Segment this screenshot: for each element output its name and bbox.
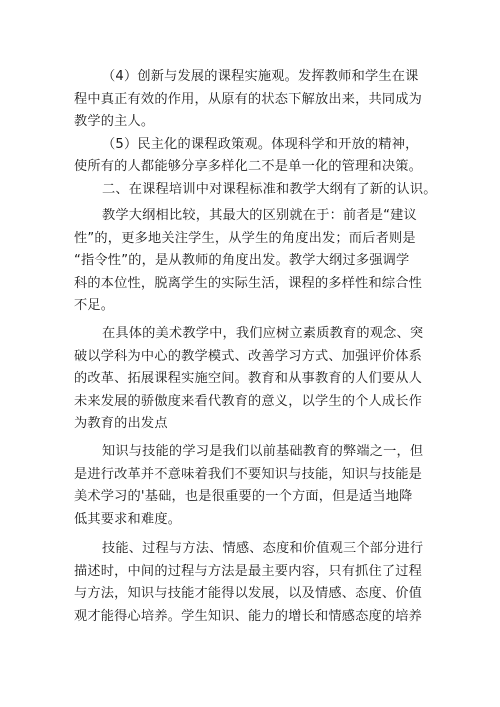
paragraph-knowledge-and-skills	[74, 441, 436, 531]
text-line: 美术学习的'基础，也是很重要的一个方面，但是适当地降	[74, 489, 413, 504]
text-line: （4）创新与发展的课程实施观。发挥教师和学生在课	[102, 69, 419, 84]
text-line: 与方法，知识与技能才能得以发展，以及情感、态度、价值	[74, 586, 423, 601]
text-line: 未来发展的骄傲度来看代教育的意义，以学生的个人成长作	[74, 393, 423, 409]
text-line: 为教育的出发点	[74, 416, 168, 431]
text-line: 教学的主人。	[74, 114, 155, 129]
text-line: 不足。	[74, 298, 115, 313]
text-line: 观才能得心培养。学生知识、能力的增长和情感态度的培养	[74, 608, 423, 624]
text-line: 教学大纲相比较，其最大的区别就在于：前者是“建议	[102, 208, 417, 223]
text-line: 低其要求和难度。	[74, 511, 182, 527]
text-line: 在具体的美术教学中，我们应树立素质教育的观念、突	[102, 326, 424, 341]
text-line: “指令性”的，是从教师的角度出发。教学大纲过多强调学	[74, 253, 410, 268]
text-line: 性”的，更多地关注学生，从学生的角度出发；而后者则是	[74, 230, 416, 246]
text-line: 使所有的人都能够分享多样化二不是单一化的管理和决策。	[74, 159, 423, 174]
text-line: （5）民主化的课程政策观。体现科学和开放的精神，	[102, 136, 419, 152]
paragraph-art-teaching	[74, 323, 436, 436]
text-line: 的改革、拓展课程实施空间。教育和从事教育的人们要从人	[74, 371, 423, 386]
text-line: 知识与技能的学习是我们以前基础教育的弊端之一，但	[102, 444, 424, 459]
paragraph-syllabus-comparison	[74, 205, 436, 318]
paragraph-three-dimensions	[74, 538, 436, 628]
text-line: 破以学科为中心的教学模式、改善学习方式、加强评价体系	[74, 348, 423, 364]
paragraph-curriculum-policy	[74, 134, 436, 179]
text-line: 技能、过程与方法、情感、态度和价值观三个部分进行	[102, 541, 424, 556]
text-line: 描述时，中间的过程与方法是最主要内容，只有抓住了过程	[74, 563, 423, 579]
text-line: 是进行改革并不意味着我们不要知识与技能，知识与技能是	[74, 466, 423, 482]
text-line: 科的本位性，脱离学生的实际生活，课程的多样性和综合性	[74, 275, 423, 291]
text-line: 程中真正有效的作用，从原有的状态下解放出来，共同成为	[74, 91, 423, 107]
section-heading-standards-and-syllabus	[74, 179, 436, 202]
text-line: 二、在课程培训中对课程标准和教学大纲有了新的认识。	[102, 181, 437, 197]
paragraph-curriculum-implementation	[74, 66, 436, 134]
